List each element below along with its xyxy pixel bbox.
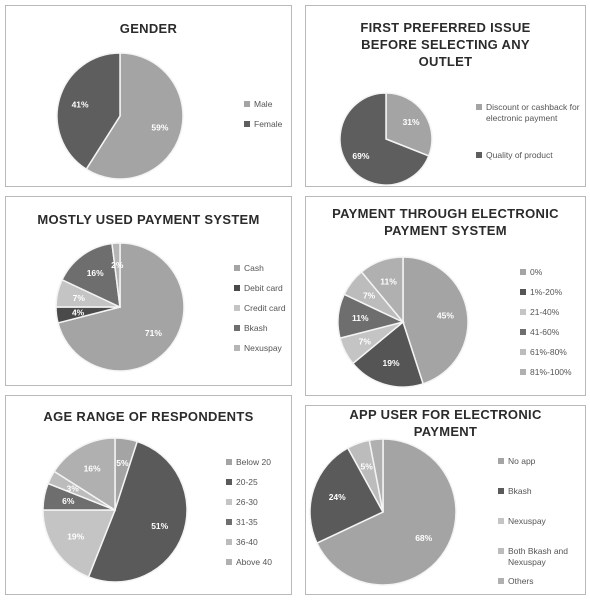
legend-label: Both Bkash and Nexuspay <box>508 546 569 567</box>
legend-swatch <box>234 305 240 311</box>
legend-item-nexuspay <box>498 516 546 527</box>
legend-item-below-20 <box>226 457 271 468</box>
legend-label: 26-30 <box>236 497 258 507</box>
data-label-credit-card: 7% <box>72 292 85 303</box>
legend-item-nexuspay <box>234 343 282 354</box>
data-label-quality-of-product: 69% <box>352 151 370 162</box>
data-label-bkash: 16% <box>86 267 104 278</box>
data-label-bkash: 24% <box>328 492 346 503</box>
legend-swatch <box>520 369 526 375</box>
legend-label: Credit card <box>244 303 286 313</box>
legend-item-no-app <box>498 456 535 467</box>
legend-swatch <box>498 578 504 584</box>
legend-item-credit-card <box>234 303 286 314</box>
legend-label: Above 40 <box>236 557 272 567</box>
legend-label: Nexuspay <box>508 516 546 526</box>
legend-swatch <box>234 345 240 351</box>
legend-item-36-40 <box>226 537 258 548</box>
legend-label: Bkash <box>244 323 268 333</box>
legend-label: Others <box>508 576 534 586</box>
legend-item-0 <box>520 267 542 278</box>
legend-swatch <box>244 121 250 127</box>
data-label-31-35: 6% <box>62 496 75 507</box>
legend-item-debit-card <box>234 283 283 294</box>
chart-panel-payment-system <box>5 196 292 386</box>
legend-swatch <box>226 459 232 465</box>
data-label-nexuspay: 2% <box>111 259 124 270</box>
legend-item-20-25 <box>226 477 258 488</box>
data-label-above-40: 16% <box>83 463 101 474</box>
data-label-1-20: 19% <box>382 358 400 369</box>
legend-swatch <box>226 479 232 485</box>
legend-item-31-35 <box>226 517 258 528</box>
chart-title: GENDER <box>119 21 178 36</box>
legend-item-bkash <box>234 323 268 334</box>
legend-swatch <box>226 499 232 505</box>
legend-label: 31-35 <box>236 517 258 527</box>
legend-swatch <box>476 104 482 110</box>
legend-item-quality-of-product <box>476 150 553 161</box>
data-label-male: 59% <box>151 122 169 133</box>
legend-item-61-80 <box>520 347 567 358</box>
legend-label: No app <box>508 456 536 466</box>
data-label-below-20: 5% <box>116 458 129 469</box>
legend-label: 81%-100% <box>530 367 572 377</box>
legend-label: 36-40 <box>236 537 258 547</box>
data-label-20-25: 51% <box>151 521 169 532</box>
legend-item-above-40 <box>226 557 272 568</box>
data-label-female: 41% <box>71 99 89 110</box>
legend-label: Bkash <box>508 486 532 496</box>
legend-swatch <box>226 559 232 565</box>
legend-label: 0% <box>530 267 543 277</box>
legend-swatch <box>498 458 504 464</box>
legend-label: 21-40% <box>530 307 560 317</box>
data-label-no-app: 68% <box>415 532 433 543</box>
data-label-81-100: 11% <box>380 276 397 287</box>
legend-swatch <box>520 329 526 335</box>
legend-label: 20-25 <box>236 477 258 487</box>
legend-swatch <box>520 349 526 355</box>
legend-item-21-40 <box>520 307 559 318</box>
legend-swatch <box>244 101 250 107</box>
legend-swatch <box>234 325 240 331</box>
pie-chart-first-preferred-issue <box>306 6 587 188</box>
legend-item-female <box>244 119 282 130</box>
legend-swatch <box>520 289 526 295</box>
data-label-discount-or-cashback-for-electronic-payment: 31% <box>402 116 420 127</box>
legend-label: Cash <box>244 263 264 273</box>
legend-swatch <box>520 309 526 315</box>
legend-label: Discount or cashback for electronic payment <box>486 102 580 123</box>
chart-title: APP USER FOR ELECTRONIC PAYMENT <box>349 407 542 439</box>
data-label-26-30: 19% <box>67 531 85 542</box>
legend-item-26-30 <box>226 497 258 508</box>
pie-chart-gender <box>6 6 293 188</box>
data-label-61-80: 7% <box>362 290 376 301</box>
chart-title: MOSTLY USED PAYMENT SYSTEM <box>37 212 260 227</box>
legend-swatch <box>226 539 232 545</box>
chart-title: PAYMENT THROUGH ELECTRONIC PAYMENT SYSTEM <box>332 206 559 238</box>
legend-item-discount-or-cashback-for-electronic-payment <box>476 102 584 123</box>
data-label-debit-card: 4% <box>71 307 85 318</box>
data-label-both-bkash-and-nexuspay: 5% <box>360 461 373 472</box>
data-label-21-40: 7% <box>358 336 371 347</box>
chart-panel-electronic-payment <box>305 196 586 396</box>
legend-swatch <box>234 285 240 291</box>
legend-label: Female <box>254 119 283 129</box>
legend-item-male <box>244 99 272 110</box>
legend-item-bkash <box>498 486 532 497</box>
legend-swatch <box>476 152 482 158</box>
legend-label: 41-60% <box>530 327 560 337</box>
legend-swatch <box>520 269 526 275</box>
chart-title: FIRST PREFERRED ISSUE BEFORE SELECTING ANY OUTLET <box>360 20 531 69</box>
legend-label: Below 20 <box>236 457 271 467</box>
legend-item-cash <box>234 263 264 274</box>
pie-chart-app-user <box>306 406 587 596</box>
chart-panel-age-range <box>5 395 292 595</box>
legend-item-others <box>498 576 534 587</box>
legend-label: Debit card <box>244 283 283 293</box>
legend-swatch <box>498 488 504 494</box>
legend-label: 61%-80% <box>530 347 567 357</box>
data-label-0: 45% <box>436 310 454 321</box>
legend-swatch <box>226 519 232 525</box>
legend-label: Quality of product <box>486 150 553 160</box>
legend-label: Nexuspay <box>244 343 282 353</box>
data-label-cash: 71% <box>144 327 162 338</box>
legend-label: 1%-20% <box>530 287 563 297</box>
legend-swatch <box>498 518 504 524</box>
data-label-41-60: 11% <box>352 313 369 323</box>
legend-item-41-60 <box>520 327 559 338</box>
chart-panel-gender <box>5 5 292 187</box>
chart-panel-first-preferred-issue <box>305 5 586 187</box>
chart-panel-app-user <box>305 405 586 595</box>
legend-item-1-20 <box>520 287 562 298</box>
legend-swatch <box>234 265 240 271</box>
legend-item-both-bkash-and-nexuspay <box>498 546 582 567</box>
chart-title: AGE RANGE OF RESPONDENTS <box>43 409 254 424</box>
data-label-36-40: 3% <box>66 483 79 494</box>
legend-label: Male <box>254 99 273 109</box>
legend-item-81-100 <box>520 367 572 378</box>
legend-swatch <box>498 548 504 554</box>
